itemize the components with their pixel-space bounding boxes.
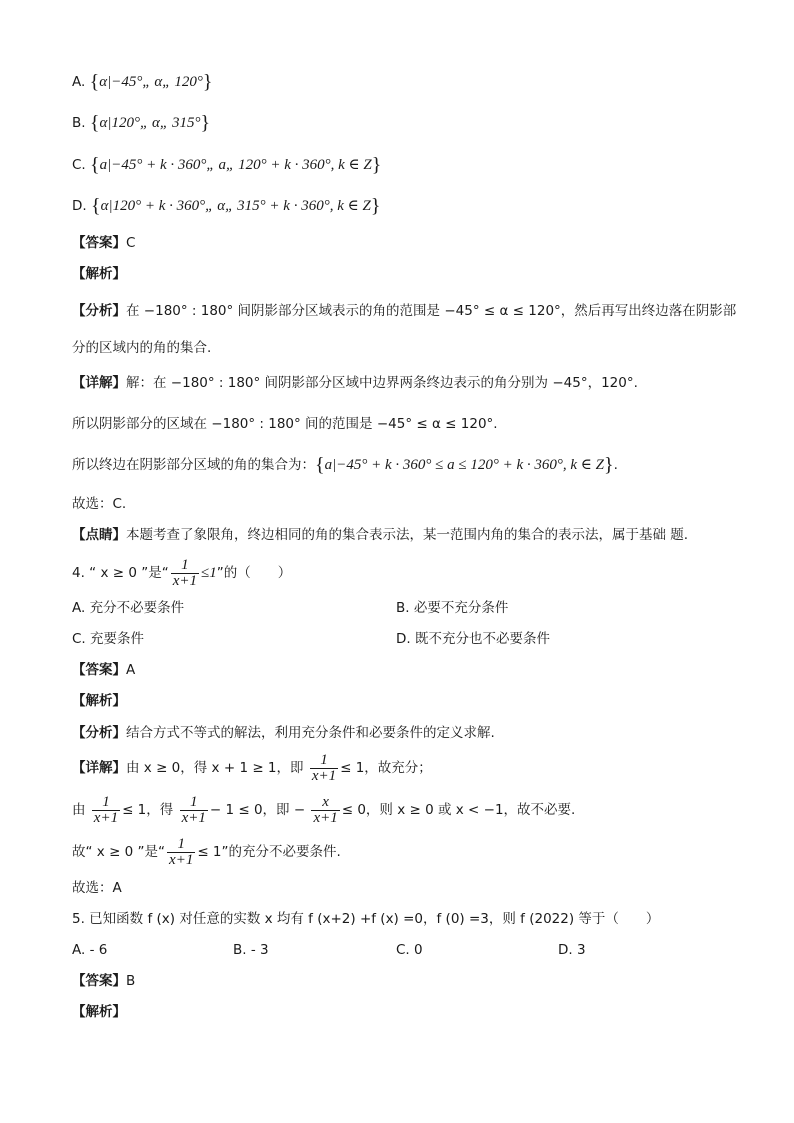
- q4-choose: 故选：A: [72, 880, 122, 896]
- q4-option-a: A. 充分不必要条件: [72, 600, 185, 616]
- q3-option-b-math: α|120°„ α„ 315°: [99, 115, 201, 131]
- q3-option-c: C. {a|−45° + k · 360°„ a„ 120° + k · 360°, k ∈ Z}: [72, 154, 382, 176]
- q3-option-d: D. {α|120° + k · 360°„ α„ 315° + k · 360°, k ∈ Z}: [72, 195, 381, 217]
- q3-option-b: B. {α|120°„ α„ 315°}: [72, 112, 211, 134]
- q4-answer: 【答案】A: [72, 662, 136, 678]
- q5-answer: 【答案】B: [72, 973, 136, 989]
- q3-answer: 【答案】C: [72, 235, 136, 251]
- q4-option-b: B. 必要不充分条件: [396, 600, 509, 616]
- q3-detail-line2: 所以阴影部分的区域在 −180° : 180° 间的范围是 −45° ≤ α ≤ 120°.: [72, 416, 498, 432]
- q3-option-d-math: α|120° + k · 360°„ α„ 315° + k · 360°, k ∈ Z: [100, 198, 371, 214]
- q3-choose: 故选：C.: [72, 496, 127, 512]
- q5-option-c: C. 0: [396, 942, 423, 958]
- q4-option-c: C. 充要条件: [72, 631, 145, 647]
- q3-detail-line3: 所以终边在阴影部分区域的角的集合为：{a|−45° + k · 360° ≤ a ≤ 120° + k · 360°, k ∈ Z}.: [72, 454, 618, 476]
- q4-detail-line1: 【详解】由 x ≥ 0，得 x + 1 ≥ 1，即 $\frac{1}{x+1}$ ≤ 1，故充分；: [72, 751, 432, 784]
- q3-option-c-math: a|−45° + k · 360°„ a„ 120° + k · 360°, k ∈ Z: [99, 157, 372, 173]
- q5-option-d: D. 3: [558, 942, 586, 958]
- q5-stem: 5. 已知函数 f (x) 对任意的实数 x 均有 f (x+2) +f (x) =0，f (0) =3，则 f (2022) 等于（ ）: [72, 911, 660, 927]
- q4-option-d: D. 既不充分也不必要条件: [396, 631, 550, 647]
- q3-option-a-math: α|−45°„ α„ 120°: [99, 74, 203, 90]
- q4-detail-line2: 由 $\frac{1}{x+1}$ ≤ 1，得 $\frac{1}{x+1}$ − 1 ≤ 0，即 − $\frac{x}{x+1}$ ≤ 0，则 x ≥ 0 或 x < −1，故不必要.: [72, 793, 576, 826]
- q4-detail-line3: 故“ x ≥ 0 ”是“ $\frac{1}{x+1}$ ≤ 1”的充分不必要条件.: [72, 835, 341, 868]
- q3-solution-set: a|−45° + k · 360° ≤ a ≤ 120° + k · 360°, k ∈ Z: [324, 457, 604, 473]
- q3-detail-line1: 【详解】解：在 −180° : 180° 间阴影部分区域中边界两条终边表示的角分别为 −45°，120°.: [72, 375, 638, 391]
- q4-fenxi: 【分析】结合方式不等式的解法，利用充分条件和必要条件的定义求解.: [72, 725, 495, 741]
- q4-fraction: $\frac{1}{x+1}$: [172, 556, 197, 589]
- q3-fenxi-line1: 【分析】在 −180° : 180° 间阴影部分区域表示的角的范围是 −45° ≤ α ≤ 120°，然后再写出终边落在阴影部: [72, 303, 737, 319]
- q3-option-a: A. {α|−45°„ α„ 120°}: [72, 71, 213, 93]
- q3-fenxi-line2: 分的区域内的角的集合.: [72, 340, 212, 356]
- q4-analysis-tag: 【解析】: [72, 693, 126, 709]
- q4-stem: 4. “ x ≥ 0 ”是“ $\frac{1}{x+1}$ ≤1”的（ ）: [72, 556, 292, 589]
- q5-option-a: A. - 6: [72, 942, 108, 958]
- q5-option-b: B. - 3: [233, 942, 269, 958]
- q5-analysis-tag: 【解析】: [72, 1004, 126, 1020]
- q3-dianjing: 【点睛】本题考查了象限角，终边相同的角的集合表示法，某一范围内角的集合的表示法，属于基础 题.: [72, 527, 689, 543]
- q3-analysis-tag: 【解析】: [72, 266, 126, 282]
